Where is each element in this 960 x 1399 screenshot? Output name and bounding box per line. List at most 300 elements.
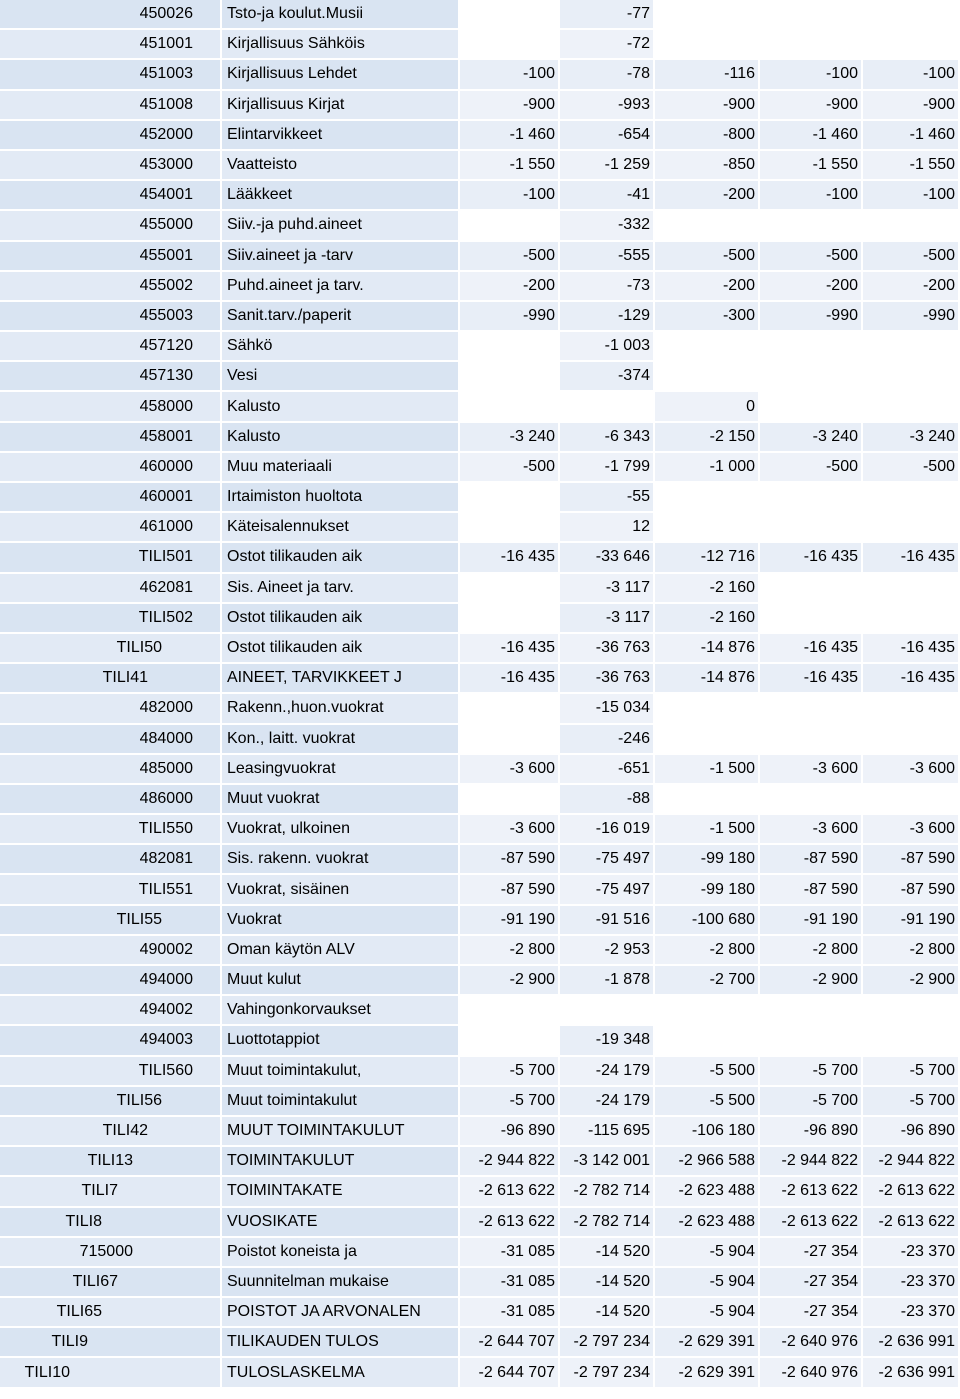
value-cell-5: -1 460 [863, 121, 960, 151]
value-cell-3: -200 [655, 181, 760, 211]
value-cell-4 [760, 694, 863, 724]
account-code-cell: TILI65 [0, 1298, 222, 1328]
value-cell-4 [760, 483, 863, 513]
value-cell-3: -5 904 [655, 1268, 760, 1298]
account-name-cell: Kirjallisuus Lehdet [222, 60, 460, 90]
value-cell-3: -14 876 [655, 634, 760, 664]
table-row [0, 1298, 960, 1328]
value-cell-2: -14 520 [560, 1298, 655, 1328]
value-cell-1 [460, 483, 560, 513]
value-cell-3 [655, 694, 760, 724]
value-cell-1: -500 [460, 242, 560, 272]
account-name-cell: Poistot koneista ja [222, 1238, 460, 1268]
account-code-cell: 460001 [0, 483, 222, 513]
value-cell-1: -3 600 [460, 815, 560, 845]
value-cell-1: -2 944 822 [460, 1147, 560, 1177]
value-cell-3: -12 716 [655, 543, 760, 573]
value-cell-3: -300 [655, 302, 760, 332]
value-cell-5 [863, 574, 960, 604]
value-cell-5: -23 370 [863, 1268, 960, 1298]
value-cell-1: -2 613 622 [460, 1208, 560, 1238]
value-cell-5 [863, 725, 960, 755]
value-cell-4: -2 800 [760, 936, 863, 966]
account-name-cell: Sanit.tarv./paperit [222, 302, 460, 332]
value-cell-1: -31 085 [460, 1268, 560, 1298]
value-cell-4 [760, 332, 863, 362]
value-cell-5 [863, 0, 960, 30]
table-row [0, 60, 960, 90]
value-cell-3: -2 623 488 [655, 1208, 760, 1238]
account-code-cell: 460000 [0, 453, 222, 483]
value-cell-3 [655, 1026, 760, 1056]
account-name-cell: Vuokrat, sisäinen [222, 875, 460, 905]
value-cell-2: -24 179 [560, 1057, 655, 1087]
value-cell-1 [460, 513, 560, 543]
value-cell-5: -5 700 [863, 1087, 960, 1117]
table-row [0, 121, 960, 151]
value-cell-1 [460, 211, 560, 241]
value-cell-3: -2 160 [655, 604, 760, 634]
value-cell-5: -16 435 [863, 543, 960, 573]
value-cell-4: -1 460 [760, 121, 863, 151]
value-cell-1 [460, 574, 560, 604]
value-cell-5 [863, 30, 960, 60]
account-code-cell: TILI55 [0, 906, 222, 936]
value-cell-5 [863, 513, 960, 543]
table-row [0, 1328, 960, 1358]
value-cell-2: -33 646 [560, 543, 655, 573]
value-cell-3 [655, 0, 760, 30]
value-cell-1: -2 800 [460, 936, 560, 966]
value-cell-4 [760, 392, 863, 422]
account-name-cell: Vahingonkorvaukset [222, 996, 460, 1026]
account-code-cell: TILI56 [0, 1087, 222, 1117]
account-name-cell: Elintarvikkeet [222, 121, 460, 151]
value-cell-5: -500 [863, 242, 960, 272]
value-cell-4 [760, 574, 863, 604]
account-name-cell: Kalusto [222, 392, 460, 422]
value-cell-3: -2 800 [655, 936, 760, 966]
table-row [0, 1117, 960, 1147]
value-cell-3: -116 [655, 60, 760, 90]
value-cell-3: -5 500 [655, 1087, 760, 1117]
value-cell-3: -200 [655, 272, 760, 302]
value-cell-2: -55 [560, 483, 655, 513]
account-code-cell: TILI7 [0, 1177, 222, 1207]
value-cell-4: -91 190 [760, 906, 863, 936]
table-row [0, 1268, 960, 1298]
value-cell-4: -3 600 [760, 755, 863, 785]
value-cell-4: -200 [760, 272, 863, 302]
table-row [0, 1026, 960, 1056]
account-code-cell: TILI41 [0, 664, 222, 694]
account-name-cell: MUUT TOIMINTAKULUT [222, 1117, 460, 1147]
table-row [0, 151, 960, 181]
value-cell-3: -500 [655, 242, 760, 272]
value-cell-4: -100 [760, 60, 863, 90]
value-cell-5: -2 613 622 [863, 1208, 960, 1238]
table-row [0, 0, 960, 30]
value-cell-2: -78 [560, 60, 655, 90]
value-cell-4: -3 240 [760, 423, 863, 453]
value-cell-1: -31 085 [460, 1298, 560, 1328]
value-cell-5: -3 240 [863, 423, 960, 453]
value-cell-3 [655, 332, 760, 362]
value-cell-3: -1 500 [655, 755, 760, 785]
value-cell-4: -500 [760, 242, 863, 272]
value-cell-2: -16 019 [560, 815, 655, 845]
value-cell-4: -16 435 [760, 543, 863, 573]
value-cell-2: 12 [560, 513, 655, 543]
account-code-cell: TILI9 [0, 1328, 222, 1358]
value-cell-5: -87 590 [863, 875, 960, 905]
value-cell-2: -115 695 [560, 1117, 655, 1147]
account-code-cell: TILI560 [0, 1057, 222, 1087]
value-cell-3: -2 700 [655, 966, 760, 996]
value-cell-2: -72 [560, 30, 655, 60]
value-cell-2: -3 117 [560, 574, 655, 604]
account-code-cell: 455003 [0, 302, 222, 332]
value-cell-2: -3 142 001 [560, 1147, 655, 1177]
value-cell-3 [655, 513, 760, 543]
account-name-cell: Leasingvuokrat [222, 755, 460, 785]
value-cell-5: -2 636 991 [863, 1328, 960, 1358]
value-cell-1: -87 590 [460, 875, 560, 905]
value-cell-4: -2 613 622 [760, 1177, 863, 1207]
value-cell-4: -900 [760, 91, 863, 121]
value-cell-1: -16 435 [460, 664, 560, 694]
account-code-cell: 485000 [0, 755, 222, 785]
value-cell-3: -2 629 391 [655, 1358, 760, 1388]
account-code-cell: 457130 [0, 362, 222, 392]
account-code-cell: 455002 [0, 272, 222, 302]
account-name-cell: Muut kulut [222, 966, 460, 996]
value-cell-5: -2 613 622 [863, 1177, 960, 1207]
value-cell-5 [863, 1026, 960, 1056]
table-row [0, 755, 960, 785]
value-cell-4: -27 354 [760, 1298, 863, 1328]
value-cell-4 [760, 0, 863, 30]
account-code-cell: 453000 [0, 151, 222, 181]
account-code-cell: TILI50 [0, 634, 222, 664]
account-code-cell: TILI67 [0, 1268, 222, 1298]
account-name-cell: Oman käytön ALV [222, 936, 460, 966]
account-code-cell: 715000 [0, 1238, 222, 1268]
table-row [0, 694, 960, 724]
table-row [0, 211, 960, 241]
value-cell-5 [863, 211, 960, 241]
account-name-cell: Muut toimintakulut [222, 1087, 460, 1117]
value-cell-4: -3 600 [760, 815, 863, 845]
table-row [0, 906, 960, 936]
value-cell-5: -100 [863, 181, 960, 211]
account-code-cell: 462081 [0, 574, 222, 604]
account-code-cell: 461000 [0, 513, 222, 543]
table-row [0, 996, 960, 1026]
value-cell-4: -87 590 [760, 875, 863, 905]
value-cell-4 [760, 604, 863, 634]
value-cell-3: -99 180 [655, 845, 760, 875]
account-name-cell: Kirjallisuus Sähköis [222, 30, 460, 60]
value-cell-2: -36 763 [560, 664, 655, 694]
account-code-cell: TILI551 [0, 875, 222, 905]
value-cell-2: -88 [560, 785, 655, 815]
value-cell-1: -100 [460, 181, 560, 211]
account-name-cell: TOIMINTAKATE [222, 1177, 460, 1207]
account-name-cell: TULOSLASKELMA [222, 1358, 460, 1388]
value-cell-3 [655, 211, 760, 241]
account-code-cell: TILI502 [0, 604, 222, 634]
value-cell-3 [655, 362, 760, 392]
value-cell-1 [460, 30, 560, 60]
account-code-cell: 455001 [0, 242, 222, 272]
value-cell-5: -2 800 [863, 936, 960, 966]
value-cell-4: -2 944 822 [760, 1147, 863, 1177]
account-code-cell: TILI501 [0, 543, 222, 573]
account-code-cell: 454001 [0, 181, 222, 211]
account-name-cell: Kalusto [222, 423, 460, 453]
value-cell-3 [655, 725, 760, 755]
table-row [0, 392, 960, 422]
value-cell-4: -100 [760, 181, 863, 211]
value-cell-4: -500 [760, 453, 863, 483]
value-cell-2: -75 497 [560, 875, 655, 905]
value-cell-2: -2 782 714 [560, 1177, 655, 1207]
account-code-cell: 490002 [0, 936, 222, 966]
value-cell-3: 0 [655, 392, 760, 422]
value-cell-1: -990 [460, 302, 560, 332]
account-name-cell: Vaatteisto [222, 151, 460, 181]
value-cell-5: -200 [863, 272, 960, 302]
value-cell-5 [863, 392, 960, 422]
value-cell-1: -2 644 707 [460, 1328, 560, 1358]
account-name-cell: Sähkö [222, 332, 460, 362]
value-cell-1: -2 613 622 [460, 1177, 560, 1207]
table-row [0, 966, 960, 996]
account-name-cell: Irtaimiston huoltota [222, 483, 460, 513]
value-cell-5: -96 890 [863, 1117, 960, 1147]
value-cell-3: -14 876 [655, 664, 760, 694]
value-cell-5: -23 370 [863, 1298, 960, 1328]
value-cell-2: -246 [560, 725, 655, 755]
value-cell-4 [760, 30, 863, 60]
value-cell-1 [460, 392, 560, 422]
account-name-cell: Luottotappiot [222, 1026, 460, 1056]
table-row [0, 936, 960, 966]
account-code-cell: 450026 [0, 0, 222, 30]
value-cell-2: -1 878 [560, 966, 655, 996]
value-cell-4: -16 435 [760, 664, 863, 694]
value-cell-3: -1 500 [655, 815, 760, 845]
value-cell-3: -5 904 [655, 1238, 760, 1268]
value-cell-2: -73 [560, 272, 655, 302]
value-cell-2: -75 497 [560, 845, 655, 875]
value-cell-2: -993 [560, 91, 655, 121]
account-code-cell: 451001 [0, 30, 222, 60]
table-row [0, 30, 960, 60]
value-cell-1: -5 700 [460, 1057, 560, 1087]
value-cell-1: -31 085 [460, 1238, 560, 1268]
account-code-cell: 482081 [0, 845, 222, 875]
value-cell-2: -15 034 [560, 694, 655, 724]
table-row [0, 91, 960, 121]
value-cell-1: -5 700 [460, 1087, 560, 1117]
account-name-cell: Rakenn.,huon.vuokrat [222, 694, 460, 724]
account-code-cell: 482000 [0, 694, 222, 724]
value-cell-2: -1 799 [560, 453, 655, 483]
value-cell-4 [760, 513, 863, 543]
account-code-cell: 494002 [0, 996, 222, 1026]
value-cell-3: -900 [655, 91, 760, 121]
value-cell-4 [760, 996, 863, 1026]
table-row [0, 815, 960, 845]
value-cell-3 [655, 785, 760, 815]
value-cell-2: -6 343 [560, 423, 655, 453]
account-name-cell: Ostot tilikauden aik [222, 634, 460, 664]
account-name-cell: Kirjallisuus Kirjat [222, 91, 460, 121]
value-cell-1 [460, 0, 560, 30]
account-name-cell: AINEET, TARVIKKEET J [222, 664, 460, 694]
value-cell-5: -87 590 [863, 845, 960, 875]
value-cell-1: -1 550 [460, 151, 560, 181]
value-cell-3: -2 623 488 [655, 1177, 760, 1207]
value-cell-5: -990 [863, 302, 960, 332]
value-cell-4: -87 590 [760, 845, 863, 875]
value-cell-1: -1 460 [460, 121, 560, 151]
account-name-cell: TOIMINTAKULUT [222, 1147, 460, 1177]
value-cell-5: -900 [863, 91, 960, 121]
account-name-cell: Siiv.aineet ja -tarv [222, 242, 460, 272]
value-cell-3 [655, 30, 760, 60]
table-row [0, 543, 960, 573]
table-row [0, 1238, 960, 1268]
table-row [0, 302, 960, 332]
value-cell-3: -5 500 [655, 1057, 760, 1087]
value-cell-5: -5 700 [863, 1057, 960, 1087]
value-cell-1 [460, 362, 560, 392]
value-cell-1: -900 [460, 91, 560, 121]
account-code-cell: 458000 [0, 392, 222, 422]
value-cell-1: -96 890 [460, 1117, 560, 1147]
value-cell-4: -2 640 976 [760, 1358, 863, 1388]
value-cell-5: -16 435 [863, 664, 960, 694]
account-name-cell: Muu materiaali [222, 453, 460, 483]
value-cell-4: -96 890 [760, 1117, 863, 1147]
account-code-cell: 452000 [0, 121, 222, 151]
value-cell-2: -129 [560, 302, 655, 332]
value-cell-2: -1 003 [560, 332, 655, 362]
value-cell-4: -27 354 [760, 1268, 863, 1298]
value-cell-4: -27 354 [760, 1238, 863, 1268]
account-name-cell: Käteisalennukset [222, 513, 460, 543]
value-cell-1: -16 435 [460, 634, 560, 664]
value-cell-1: -3 240 [460, 423, 560, 453]
value-cell-1: -100 [460, 60, 560, 90]
value-cell-2: -24 179 [560, 1087, 655, 1117]
value-cell-2: -374 [560, 362, 655, 392]
value-cell-5: -23 370 [863, 1238, 960, 1268]
value-cell-2 [560, 996, 655, 1026]
value-cell-1 [460, 604, 560, 634]
account-code-cell: 486000 [0, 785, 222, 815]
value-cell-4 [760, 1026, 863, 1056]
value-cell-2: -91 516 [560, 906, 655, 936]
value-cell-2: -3 117 [560, 604, 655, 634]
account-code-cell: TILI550 [0, 815, 222, 845]
value-cell-3 [655, 996, 760, 1026]
value-cell-3: -1 000 [655, 453, 760, 483]
account-code-cell: TILI10 [0, 1358, 222, 1388]
value-cell-3: -100 680 [655, 906, 760, 936]
value-cell-2: -14 520 [560, 1268, 655, 1298]
table-row [0, 604, 960, 634]
value-cell-4: -2 900 [760, 966, 863, 996]
value-cell-4: -5 700 [760, 1057, 863, 1087]
value-cell-4 [760, 785, 863, 815]
account-code-cell: 458001 [0, 423, 222, 453]
value-cell-4 [760, 211, 863, 241]
value-cell-3: -2 966 588 [655, 1147, 760, 1177]
table-row [0, 423, 960, 453]
value-cell-4: -2 640 976 [760, 1328, 863, 1358]
value-cell-2: -2 782 714 [560, 1208, 655, 1238]
account-code-cell: 451008 [0, 91, 222, 121]
value-cell-3: -99 180 [655, 875, 760, 905]
account-code-cell: 457120 [0, 332, 222, 362]
table-row [0, 875, 960, 905]
account-code-cell: TILI8 [0, 1208, 222, 1238]
account-name-cell: Vesi [222, 362, 460, 392]
value-cell-2: -651 [560, 755, 655, 785]
value-cell-2: -41 [560, 181, 655, 211]
value-cell-5: -100 [863, 60, 960, 90]
table-row [0, 181, 960, 211]
account-name-cell: Puhd.aineet ja tarv. [222, 272, 460, 302]
value-cell-1: -87 590 [460, 845, 560, 875]
value-cell-2: -36 763 [560, 634, 655, 664]
value-cell-5: -2 900 [863, 966, 960, 996]
value-cell-4: -2 613 622 [760, 1208, 863, 1238]
table-row [0, 785, 960, 815]
table-row [0, 513, 960, 543]
value-cell-1 [460, 694, 560, 724]
value-cell-1: -200 [460, 272, 560, 302]
value-cell-1 [460, 1026, 560, 1056]
value-cell-4: -990 [760, 302, 863, 332]
table-row [0, 242, 960, 272]
account-code-cell: 484000 [0, 725, 222, 755]
account-code-cell: TILI13 [0, 1147, 222, 1177]
value-cell-1 [460, 332, 560, 362]
value-cell-4 [760, 362, 863, 392]
account-name-cell: Vuokrat [222, 906, 460, 936]
value-cell-5: -16 435 [863, 634, 960, 664]
account-code-cell: TILI42 [0, 1117, 222, 1147]
account-code-cell: 455000 [0, 211, 222, 241]
account-name-cell: Kon., laitt. vuokrat [222, 725, 460, 755]
value-cell-5 [863, 785, 960, 815]
value-cell-2: -2 953 [560, 936, 655, 966]
value-cell-4: -16 435 [760, 634, 863, 664]
value-cell-3: -800 [655, 121, 760, 151]
value-cell-2: -1 259 [560, 151, 655, 181]
account-code-cell: 494003 [0, 1026, 222, 1056]
value-cell-5: -3 600 [863, 815, 960, 845]
value-cell-1: -16 435 [460, 543, 560, 573]
value-cell-5 [863, 332, 960, 362]
value-cell-5 [863, 694, 960, 724]
table-row [0, 1087, 960, 1117]
